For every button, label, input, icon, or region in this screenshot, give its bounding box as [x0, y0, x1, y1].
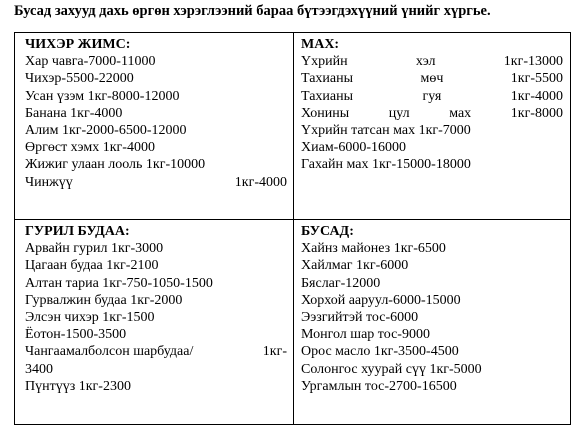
list-item-text: Чихэр-5500-22000 — [25, 71, 134, 87]
section-heading: БУСАД: — [301, 224, 354, 239]
list-item-text: Усан үзэм 1кг-8000-12000 — [25, 88, 180, 104]
list-item-text: Жижиг улаан лооль 1кг-10000 — [25, 157, 206, 173]
section-heading: МАХ: — [301, 37, 340, 52]
list-item — [25, 53, 287, 70]
list-item — [25, 292, 287, 309]
list-item-text: 1кг- — [262, 344, 287, 360]
list-item — [301, 361, 563, 378]
list-item-text: Монгол шар тос-9000 — [301, 327, 430, 343]
list-item-text: Бяслаг-12000 — [301, 275, 381, 291]
list-item-text: Цагаан будаа 1кг-2100 — [25, 258, 159, 274]
list-item — [25, 122, 287, 139]
list-item-text: 3400 — [25, 361, 53, 377]
list-item — [25, 378, 287, 395]
list-item-text: Үхрийн татсан мах 1кг-7000 — [301, 123, 471, 139]
list-item-text: Чинжүү — [25, 174, 73, 190]
list-item — [301, 309, 563, 326]
item-list — [25, 53, 287, 191]
list-item — [301, 240, 563, 257]
table-vertical-divider — [293, 33, 294, 424]
list-item-text: Ээзгийтэй тос-6000 — [301, 310, 419, 326]
section-fruits-candy — [25, 36, 287, 191]
list-item-text: Алим 1кг-2000-6500-12000 — [25, 123, 187, 139]
list-item-text: Тахианы — [301, 71, 354, 87]
list-item — [25, 326, 287, 343]
list-item — [301, 53, 563, 70]
list-item-text: Чангаамалболсон шарбудаа/ — [25, 344, 194, 360]
list-item — [25, 88, 287, 105]
list-item-text: Элсэн чихэр 1кг-1500 — [25, 310, 155, 326]
list-item — [301, 292, 563, 309]
list-item — [301, 88, 563, 105]
list-item — [25, 343, 287, 360]
list-item — [25, 240, 287, 257]
price-table — [14, 32, 571, 425]
item-list — [301, 53, 563, 173]
list-item — [25, 361, 287, 378]
list-item — [25, 174, 287, 191]
list-item-text: хэл — [415, 54, 436, 70]
item-list — [25, 240, 287, 395]
list-item-text: Ёотон-1500-3500 — [25, 327, 127, 343]
list-item — [301, 378, 563, 395]
list-item-text: Гахайн мах 1кг-15000-18000 — [301, 157, 471, 173]
list-item — [301, 343, 563, 360]
list-item — [25, 257, 287, 274]
list-item — [301, 122, 563, 139]
list-item-text: Хайнз майонез 1кг-6500 — [301, 241, 446, 257]
section-other — [301, 223, 563, 395]
list-item-text: Алтан тариа 1кг-750-1050-1500 — [25, 275, 213, 291]
list-item-text: Арвайн гурил 1кг-3000 — [25, 241, 164, 257]
list-item-text: Хиам-6000-16000 — [301, 140, 406, 156]
list-item — [25, 105, 287, 122]
list-item — [25, 156, 287, 173]
list-item-text: Банана 1кг-4000 — [25, 105, 123, 121]
list-item — [301, 105, 563, 122]
list-item-text: мөч — [420, 71, 444, 87]
list-item — [25, 139, 287, 156]
section-heading: ГУРИЛ БУДАА: — [25, 224, 130, 239]
list-item — [301, 326, 563, 343]
section-meat — [301, 36, 563, 174]
list-item — [301, 156, 563, 173]
list-item-text: Хонины — [301, 105, 350, 121]
list-item — [25, 309, 287, 326]
list-item-text: 1кг-4000 — [234, 174, 287, 190]
list-item-text: Хорхой ааруул-6000-15000 — [301, 292, 461, 308]
list-item — [301, 139, 563, 156]
list-item-text: Ургамлын тос-2700-16500 — [301, 378, 457, 394]
list-item-text: Хар чавга-7000-11000 — [25, 54, 156, 70]
list-item-text: 1кг-5500 — [510, 71, 563, 87]
list-item-text: 1кг-13000 — [503, 54, 563, 70]
list-item — [25, 70, 287, 87]
list-item — [301, 275, 563, 292]
list-item — [25, 275, 287, 292]
list-item-text: Үхрийн — [301, 54, 348, 70]
list-item-text: цул — [388, 105, 410, 121]
list-item-text: гуя — [422, 88, 442, 104]
list-item-text: Тахианы — [301, 88, 354, 104]
list-item-text: Хайлмаг 1кг-6000 — [301, 258, 409, 274]
list-item-text: мах — [449, 105, 472, 121]
list-item-text: Пүнтүүз 1кг-2300 — [25, 378, 131, 394]
page-title: Бусад захууд дахь өргөн хэрэглээний бараа бүтээгдэхүүний үнийг хүргье. — [14, 3, 491, 19]
section-flour-grain — [25, 223, 287, 395]
list-item-text: 1кг-8000 — [510, 105, 563, 121]
list-item-text: Орос масло 1кг-3500-4500 — [301, 344, 459, 360]
section-heading: ЧИХЭР ЖИМС: — [25, 37, 131, 52]
list-item-text: Өргөст хэмх 1кг-4000 — [25, 140, 155, 156]
list-item-text: 1кг-4000 — [510, 88, 563, 104]
item-list — [301, 240, 563, 395]
table-horizontal-divider — [15, 219, 570, 220]
list-item-text: Гурвалжин будаа 1кг-2000 — [25, 292, 183, 308]
list-item — [301, 70, 563, 87]
list-item — [301, 257, 563, 274]
list-item-text: Солонгос хуурай сүү 1кг-5000 — [301, 361, 482, 377]
